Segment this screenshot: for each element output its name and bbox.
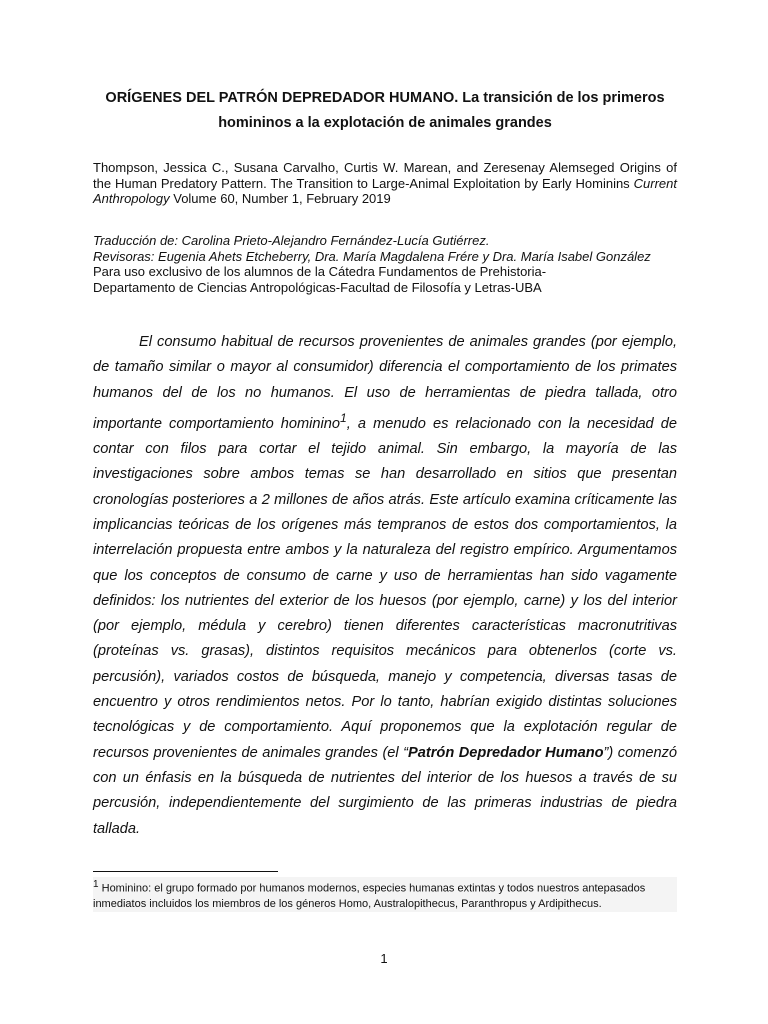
footnote-divider: [93, 871, 278, 872]
citation-journal: Current Anthropology: [93, 175, 677, 206]
paragraph-part2: , a menudo es relacionado con la necesidad de contar con filos para cortar el tejido animal. Sin embargo, la mayoría de las investigaciones sobre ambos temas se han desarrollado en sitios que presentan cronologías posteriores a 2 millones de años atrás. Este artículo examina críticamente las implicancias teóricas de los orígenes más tempranos de estos dos comportamientos, la interrelación propuesta entre ambos y la naturaleza del registro empírico. Argumentamos que los conceptos de consumo de carne y uso de herramientas han sido vagamente definidos: los nutrientes del exterior de los huesos (por ejemplo, carne) y los del interior (por ejemplo, médula y cerebro) tienen diferentes características macronutritivas (proteínas vs. grasas), distintos requisitos mecánicos para obtenerlos (corte vs. percusión), variados costos de búsqueda, manejo y competencia, diversas tasas de encuentro y otros rendimientos netos. Por lo tanto, habrían exigido distintas soluciones tecnológicas y de comportamiento. Aquí proponemos que la explotación regular de recursos provenientes de animales grandes (el “: [93, 415, 678, 761]
citation-volume: Volume 60, Number 1, February 2019: [169, 191, 391, 206]
abstract-paragraph: [93, 330, 677, 842]
footnote-ref[interactable]: 1: [340, 410, 347, 425]
paragraph-part1: El consumo habitual de recursos provenientes de animales grandes (por ejemplo, de tamaño similar o mayor al consumidor) diferencia el comportamiento de los primates humanos del de los no humanos. El uso de herramientas de piedra tallada, otro importante comportamiento hominino: [93, 334, 677, 432]
document-title: [93, 86, 677, 136]
translation-credit: Traducción de: Carolina Prieto-Alejandro Fernández-Lucía Gutiérrez.: [93, 233, 490, 248]
page-number: 1: [380, 951, 388, 966]
usage-note-line1: Para uso exclusivo de los alumnos de la Cátedra Fundamentos de Prehistoria-: [93, 264, 547, 279]
footnote-text: Hominino: el grupo formado por humanos modernos, especies humanas extintas y todos nuestros antepasados inmediatos incluidos los miembros de los géneros Homo, Australopithecus, Paranthropus y Ardipithecus.: [93, 882, 646, 910]
usage-note-line2: Departamento de Ciencias Antropológicas-Facultad de Filosofía y Letras-UBA: [93, 279, 542, 295]
credits: [93, 233, 677, 295]
reviewers-credit: Revisoras: Eugenia Ahets Etcheberry, Dra. María Magdalena Frére y Dra. María Isabel González: [93, 248, 651, 264]
citation: [93, 160, 677, 207]
paragraph-part3: ”) comenzó con un énfasis en la búsqueda de nutrientes del interior de los huesos a través de su percusión, independientemente del surgimiento de las primeras industrias de piedra tallada.: [93, 744, 677, 837]
footnote: [93, 877, 677, 912]
bold-term: Patrón Depredador Humano: [408, 744, 604, 761]
title-bold: ORÍGENES DEL PATRÓN DEPREDADOR HUMANO.: [105, 90, 459, 106]
footnote-number: 1: [93, 879, 99, 890]
citation-text: Thompson, Jessica C., Susana Carvalho, Curtis W. Marean, and Zeresenay Alemseged Origins of the Human Predatory Pattern. The Transition to Large-Animal Exploitation by Early Hominins: [93, 160, 677, 191]
title-rest: La transición de los primeros homininos a la explotación de animales grandes: [218, 90, 665, 131]
